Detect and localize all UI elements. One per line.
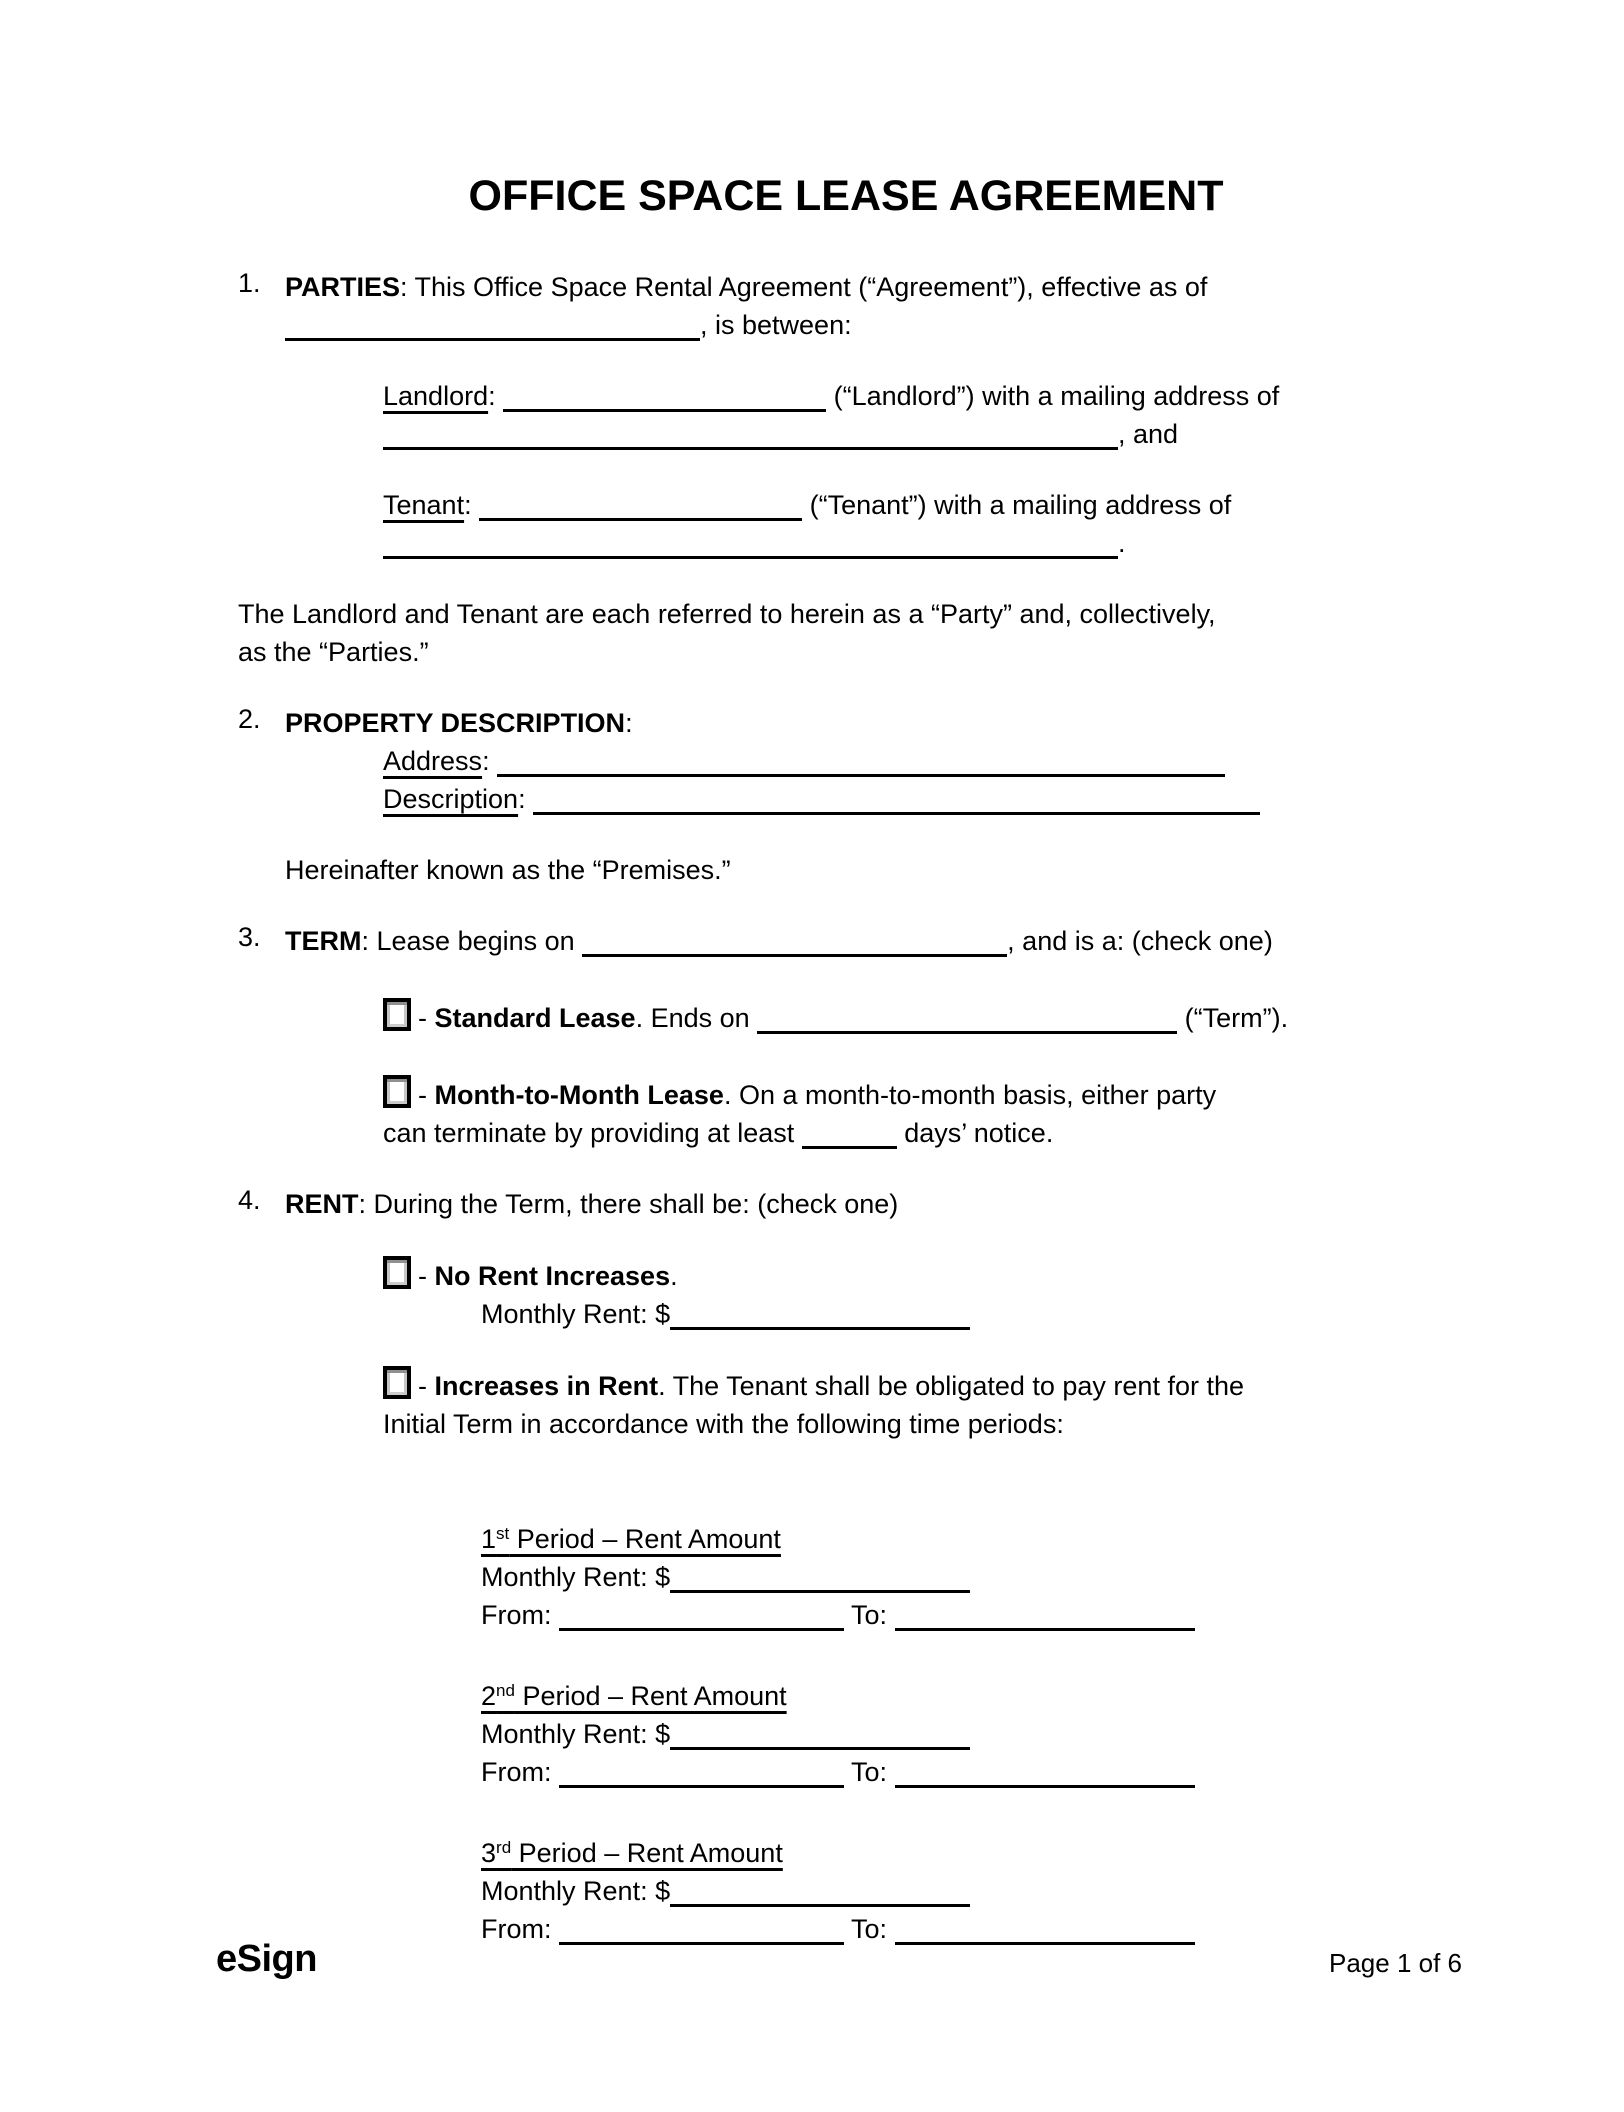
text-segment: 3 <box>481 1838 497 1868</box>
text-segment: . <box>1118 528 1126 558</box>
blank-field[interactable] <box>497 746 1225 777</box>
blank-field[interactable] <box>503 381 826 412</box>
text-segment: : <box>625 708 633 738</box>
text-segment: . Ends on <box>635 1003 758 1033</box>
term-item <box>238 922 1454 960</box>
month-to-month-option <box>383 1075 1454 1152</box>
text-segment: : <box>464 490 480 520</box>
text-line <box>383 1366 1454 1405</box>
increases-in-rent-option <box>383 1366 1454 1443</box>
text-segment: - <box>418 1080 435 1110</box>
blank-field[interactable] <box>670 1719 970 1750</box>
property-description-item <box>238 704 1454 742</box>
document-title: OFFICE SPACE LEASE AGREEMENT <box>468 172 1224 220</box>
text-line <box>383 742 1454 780</box>
text-line <box>383 1256 1454 1295</box>
text-line <box>285 704 1454 742</box>
text-segment: nd <box>496 1681 515 1700</box>
text-line <box>383 1405 1454 1443</box>
item-number: 3. <box>238 922 261 952</box>
text-line <box>285 851 1454 889</box>
text-segment: Standard Lease <box>434 1003 636 1033</box>
text-segment: Month-to-Month Lease <box>434 1080 724 1110</box>
text-segment: To: <box>844 1757 895 1787</box>
blank-field[interactable] <box>582 926 1007 957</box>
page-number-label: Page 1 of 6 <box>1329 1948 1462 1978</box>
text-line <box>481 1872 1454 1910</box>
item-number: 2. <box>238 704 261 734</box>
text-line <box>383 486 1454 524</box>
text-segment: : <box>518 784 534 814</box>
text-segment: (“Term”). <box>1177 1003 1289 1033</box>
indent-spacer <box>383 1322 481 1323</box>
text-segment <box>481 1524 781 1554</box>
text-segment: : <box>488 381 504 411</box>
text-line <box>285 306 1454 344</box>
text-segment: Period – Rent Amount <box>514 1681 787 1711</box>
text-line <box>285 1185 1454 1223</box>
blank-field[interactable] <box>895 1914 1195 1945</box>
text-segment <box>481 1838 783 1868</box>
text-segment: Period – Rent Amount <box>511 1838 783 1868</box>
text-segment: , is between: <box>700 310 852 340</box>
text-line <box>481 1910 1454 1948</box>
text-line <box>481 1672 1454 1715</box>
checkbox-icon[interactable] <box>383 998 411 1031</box>
text-segment <box>481 1681 787 1711</box>
text-line <box>481 1753 1454 1791</box>
text-segment: (“Tenant”) with a mailing address of <box>802 490 1232 520</box>
text-line <box>383 998 1454 1037</box>
text-line <box>383 780 1454 818</box>
text-segment: No Rent Increases <box>434 1261 671 1291</box>
blank-field[interactable] <box>559 1600 844 1631</box>
text-segment: PARTIES <box>285 272 401 302</box>
blank-field[interactable] <box>757 1003 1177 1034</box>
text-segment: To: <box>844 1600 895 1630</box>
text-segment: Monthly Rent: $ <box>481 1876 671 1906</box>
blank-field[interactable] <box>383 419 1118 450</box>
text-line <box>481 1715 1454 1753</box>
text-segment: : <box>482 746 498 776</box>
text-segment: Monthly Rent: $ <box>481 1562 671 1592</box>
text-segment: Increases in Rent <box>434 1371 659 1401</box>
text-line <box>238 633 1454 671</box>
text-segment: - <box>418 1003 435 1033</box>
checkbox-icon[interactable] <box>383 1366 411 1399</box>
rent-item <box>238 1185 1454 1223</box>
parties-item <box>238 268 1454 344</box>
text-segment: rd <box>496 1838 512 1857</box>
text-line <box>285 922 1454 960</box>
text-line <box>383 377 1454 415</box>
text-segment: RENT <box>285 1189 359 1219</box>
blank-field[interactable] <box>559 1914 844 1945</box>
text-segment: . <box>670 1261 678 1291</box>
checkbox-icon[interactable] <box>383 1256 411 1289</box>
rent-period-1 <box>481 1515 1454 1634</box>
text-segment: : This Office Space Rental Agreement (“Agreement”), effective as of <box>400 272 1208 302</box>
blank-field[interactable] <box>895 1757 1195 1788</box>
item-number: 1. <box>238 268 261 298</box>
no-rent-increases-option <box>383 1256 1454 1333</box>
text-segment: . The Tenant shall be obligated to pay rent for the <box>658 1371 1244 1401</box>
blank-field[interactable] <box>479 490 802 521</box>
text-line <box>383 524 1454 562</box>
checkbox-icon[interactable] <box>383 1075 411 1108</box>
text-segment: 1 <box>481 1524 497 1554</box>
text-segment: Hereinafter known as the “Premises.” <box>285 855 731 885</box>
text-segment: Period – Rent Amount <box>509 1524 781 1554</box>
text-segment: 2 <box>481 1681 497 1711</box>
blank-field[interactable] <box>670 1562 970 1593</box>
parties-definition <box>238 595 1454 671</box>
rent-period-2 <box>481 1672 1454 1791</box>
text-segment: Monthly Rent: $ <box>481 1299 671 1329</box>
text-segment: , and is a: (check one) <box>1007 926 1273 956</box>
blank-field[interactable] <box>670 1876 970 1907</box>
blank-field[interactable] <box>383 528 1118 559</box>
text-segment: Tenant <box>383 490 465 520</box>
text-line <box>383 415 1454 453</box>
text-segment: TERM <box>285 926 362 956</box>
text-segment: days’ notice. <box>896 1118 1054 1148</box>
blank-field[interactable] <box>670 1299 970 1330</box>
text-line <box>481 1558 1454 1596</box>
blank-field[interactable] <box>559 1757 844 1788</box>
esign-logo: eSign <box>216 1938 317 1980</box>
text-segment: From: <box>481 1600 559 1630</box>
landlord-clause <box>383 377 1454 453</box>
blank-field[interactable] <box>802 1118 897 1149</box>
blank-field[interactable] <box>533 784 1260 815</box>
premises-note <box>238 851 1454 889</box>
text-line <box>285 268 1454 306</box>
blank-field[interactable] <box>895 1600 1195 1631</box>
text-segment: Landlord <box>383 381 489 411</box>
text-line <box>383 1075 1454 1114</box>
text-segment: st <box>496 1524 510 1543</box>
standard-lease-option <box>383 998 1454 1037</box>
tenant-clause <box>383 486 1454 562</box>
text-line <box>383 1295 1454 1333</box>
text-segment: Initial Term in accordance with the following time periods: <box>383 1409 1064 1439</box>
rent-period-3 <box>481 1829 1454 1948</box>
text-segment: can terminate by providing at least <box>383 1118 802 1148</box>
text-line <box>481 1829 1454 1872</box>
text-segment: , and <box>1118 419 1179 449</box>
property-fields <box>383 742 1454 818</box>
text-segment: To: <box>844 1914 895 1944</box>
text-segment: From: <box>481 1914 559 1944</box>
text-line <box>238 595 1454 633</box>
text-line <box>481 1596 1454 1634</box>
text-segment: Address <box>383 746 483 776</box>
text-line <box>383 1114 1454 1152</box>
text-segment: PROPERTY DESCRIPTION <box>285 708 626 738</box>
text-segment: (“Landlord”) with a mailing address of <box>826 381 1280 411</box>
text-segment: Monthly Rent: $ <box>481 1719 671 1749</box>
text-segment: - <box>418 1261 435 1291</box>
text-segment: : During the Term, there shall be: (check one) <box>358 1189 899 1219</box>
text-segment: Description <box>383 784 519 814</box>
text-line <box>481 1515 1454 1558</box>
text-segment: The Landlord and Tenant are each referred to herein as a “Party” and, collectively, <box>238 599 1216 629</box>
text-segment: From: <box>481 1757 559 1787</box>
text-segment: as the “Parties.” <box>238 637 429 667</box>
text-segment: . On a month-to-month basis, either party <box>723 1080 1217 1110</box>
text-segment: : Lease begins on <box>361 926 583 956</box>
item-number: 4. <box>238 1185 261 1215</box>
blank-field[interactable] <box>285 310 700 341</box>
document-body <box>238 268 1454 1948</box>
text-segment: - <box>418 1371 435 1401</box>
